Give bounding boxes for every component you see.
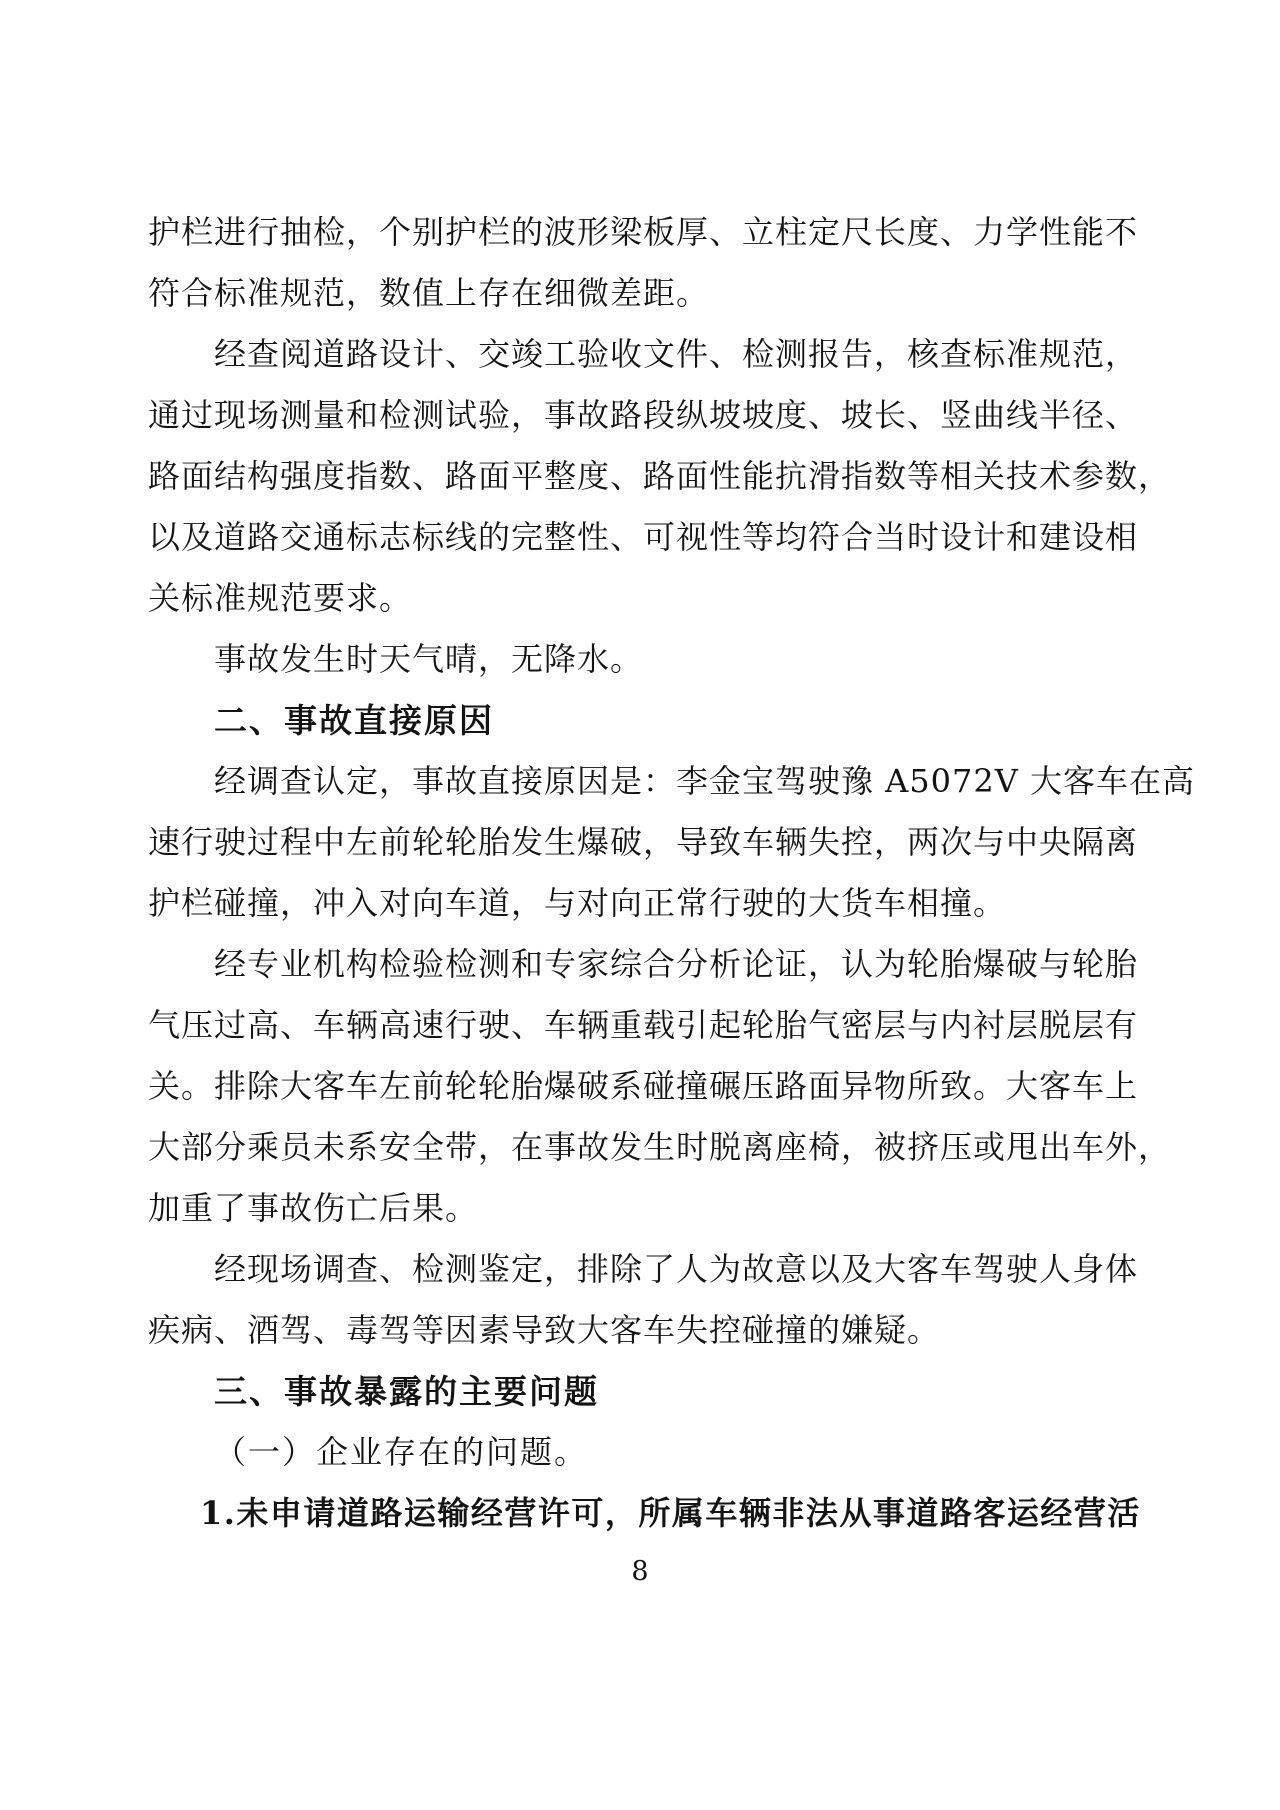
text-line: （一）企业存在的问题。 <box>214 1433 589 1471</box>
text-line: 1.未申请道路运输经营许可，所属车辆非法从事道路客运经营活 <box>200 1494 1141 1532</box>
heading-exposed-problems <box>148 1361 1136 1422</box>
text-line: 大部分乘员未系安全带，在事故发生时脱离座椅，被挤压或甩出车外， <box>148 1128 1172 1166</box>
para-expert-analysis <box>148 934 1172 1239</box>
text-line: 经现场调查、检测鉴定，排除了人为故意以及大客车驾驶人身体 <box>214 1250 1139 1288</box>
para-road-inspection <box>148 324 1172 629</box>
text-line: 气压过高、车辆高速行驶、车辆重载引起轮胎气密层与内衬层脱层有 <box>148 1006 1139 1044</box>
heading-text: 二、事故直接原因 <box>214 701 494 740</box>
para-guardrail-sampling <box>148 202 1139 324</box>
text-line: 护栏碰撞，冲入对向车道，与对向正常行驶的大货车相撞。 <box>148 884 1007 922</box>
text-line: 速行驶过程中左前轮轮胎发生爆破，导致车辆失控，两次与中央隔离 <box>148 823 1139 861</box>
heading-text: 三、事故暴露的主要问题 <box>214 1372 599 1411</box>
page-number: 8 <box>631 1556 649 1587</box>
text-line: 通过现场测量和检测试验，事故路段纵坡坡度、坡长、竖曲线半径、 <box>148 396 1139 434</box>
page-content <box>148 202 1196 1544</box>
para-scene-investigation <box>148 1239 1139 1361</box>
text-line: 经调查认定，事故直接原因是：李金宝驾驶豫 A5072V 大客车在高 <box>214 762 1196 800</box>
text-line: 护栏进行抽检，个别护栏的波形梁板厚、立柱定尺长度、力学性能不 <box>148 213 1139 251</box>
text-line: 经专业机构检验检测和专家综合分析论证，认为轮胎爆破与轮胎 <box>214 945 1139 983</box>
item-1-illegal-operation <box>148 1483 1141 1544</box>
heading-direct-cause <box>148 690 1136 751</box>
text-line: 事故发生时天气晴，无降水。 <box>214 640 644 678</box>
para-weather <box>148 629 1136 690</box>
text-line: 加重了事故伤亡后果。 <box>148 1189 479 1227</box>
text-line: 疾病、酒驾、毒驾等因素导致大客车失控碰撞的嫌疑。 <box>148 1311 941 1349</box>
text-line: 路面结构强度指数、路面平整度、路面性能抗滑指数等相关技术参数， <box>148 457 1172 495</box>
text-line: 关标准规范要求。 <box>148 579 413 617</box>
text-line: 经查阅道路设计、交竣工验收文件、检测报告，核查标准规范， <box>214 335 1139 373</box>
text-line: 以及道路交通标志标线的完整性、可视性等均符合当时设计和建设相 <box>148 518 1139 556</box>
text-line: 关。排除大客车左前轮轮胎爆破系碰撞碾压路面异物所致。大客车上 <box>148 1067 1139 1105</box>
para-cause-finding <box>148 751 1196 934</box>
text-line: 符合标准规范，数值上存在细微差距。 <box>148 274 710 312</box>
subheading-company-problems <box>148 1422 1136 1483</box>
